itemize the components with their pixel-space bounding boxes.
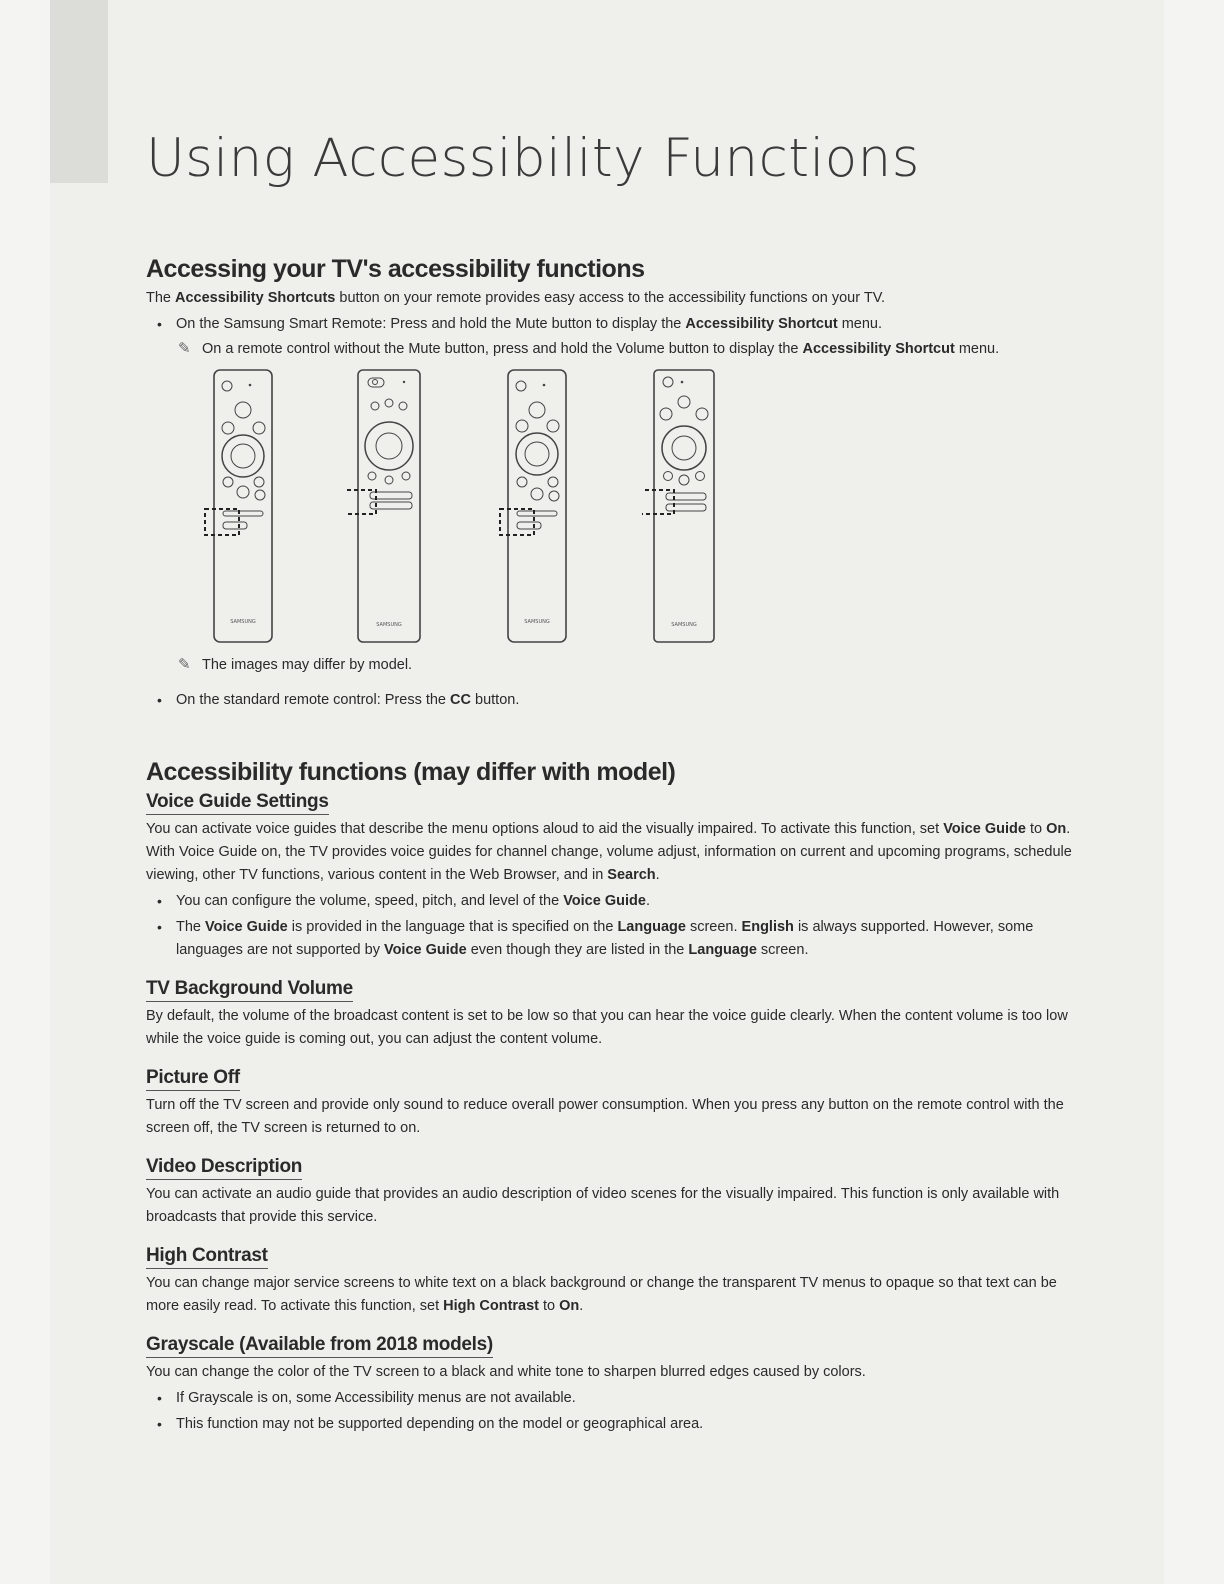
list-item [146,654,1086,677]
smart-remote-image-4 [642,368,772,648]
picture-off-title: Picture Off [146,1066,240,1091]
video-description [146,1155,1086,1229]
samsung-logo: SAMSUNG [376,622,402,628]
accessing-bullets [146,313,1086,361]
picture-off-text: Turn off the TV screen and provide only sound to reduce overall power consumption. When you press any button on the remote control with the screen off, the TV screen is returned to on. [146,1097,1064,1136]
note: ✎ On a remote control without the Mute button, press and hold the Volume button to display the Accessibility Shortcut menu. [176,338,1086,361]
grayscale-title: Grayscale (Available from 2018 models) [146,1333,493,1358]
smart-remote-image-2 [346,368,476,648]
samsung-logo: SAMSUNG [671,622,697,628]
voice-guide-settings [146,790,1086,962]
accessing-section [146,255,1086,712]
video-desc-text: You can activate an audio guide that provides an audio description of video scenes for the visually impaired. This function is only available with broadcasts that provide this service. [146,1186,1060,1225]
grayscale-bullets [146,1387,1086,1436]
samsung-logo: SAMSUNG [524,619,550,625]
accessing-heading: Accessing your TV's accessibility functions [146,255,645,283]
tv-background-volume [146,977,1086,1051]
remote-illustrations [146,368,1086,648]
pencil-note-icon: ✎ [178,340,191,357]
list-item: • On the standard remote control: Press the CC button. [146,689,1086,712]
list-item: • This function may not be supported depending on the model or geographical area. [146,1413,1086,1436]
grayscale [146,1333,1086,1436]
page-title: Using Accessibility Functions [146,128,920,189]
high-contrast [146,1244,1086,1318]
accessing-bullets-2 [146,654,1086,712]
smart-remote-image-1 [202,368,332,648]
voice-guide-bullets [146,890,1086,962]
high-contrast-title: High Contrast [146,1244,268,1269]
list-item: • You can configure the volume, speed, pitch, and level of the Voice Guide. [146,890,1086,913]
voice-guide-title: Voice Guide Settings [146,790,329,815]
note: ✎ The images may differ by model. [176,654,1086,677]
pencil-note-icon: ✎ [178,656,191,673]
list-item: • On the Samsung Smart Remote: Press and hold the Mute button to display the Accessibility Shortcut menu. ✎ On a remote control without the Mute button, press and hold the Volume button to display the Accessibility Shortcut menu. [146,313,1086,361]
page-content [146,255,1086,1436]
high-contrast-text: You can change major service screens to white text on a black background or change the transparent TV menus to opaque so that text can be more easily read. To activate this function, set High Contrast to On. [146,1275,1057,1314]
grayscale-text: You can change the color of the TV screen to a black and white tone to sharpen blurred edges caused by colors. [146,1364,866,1380]
accessing-intro: The Accessibility Shortcuts button on your remote provides easy access to the accessibility functions on your TV. [146,290,886,306]
list-item: • If Grayscale is on, some Accessibility menus are not available. [146,1387,1086,1410]
bg-volume-text: By default, the volume of the broadcast content is set to be low so that you can hear the voice guide clearly. When the content volume is too low while the voice guide is coming out, you can adjust the content volume. [146,1008,1068,1047]
functions-section [146,758,1086,1436]
voice-guide-text: You can activate voice guides that describe the menu options aloud to aid the visually impaired. To activate this function, set Voice Guide to On. With Voice Guide on, the TV provides voice guides for channel change, volume adjust, information on current and upcoming programs, schedule viewing, other TV functions, various content in the Web Browser, and in Search. [146,821,1072,883]
video-desc-title: Video Description [146,1155,302,1180]
samsung-logo: SAMSUNG [230,619,256,625]
chapter-tab [50,0,108,183]
picture-off [146,1066,1086,1140]
bg-volume-title: TV Background Volume [146,977,353,1002]
functions-heading: Accessibility functions (may differ with model) [146,758,676,786]
list-item: • The Voice Guide is provided in the language that is specified on the Language screen. English is always supported. However, some languages are not supported by Voice Guide even though they are listed in the Language screen. [146,916,1086,962]
smart-remote-image-3 [496,368,626,648]
